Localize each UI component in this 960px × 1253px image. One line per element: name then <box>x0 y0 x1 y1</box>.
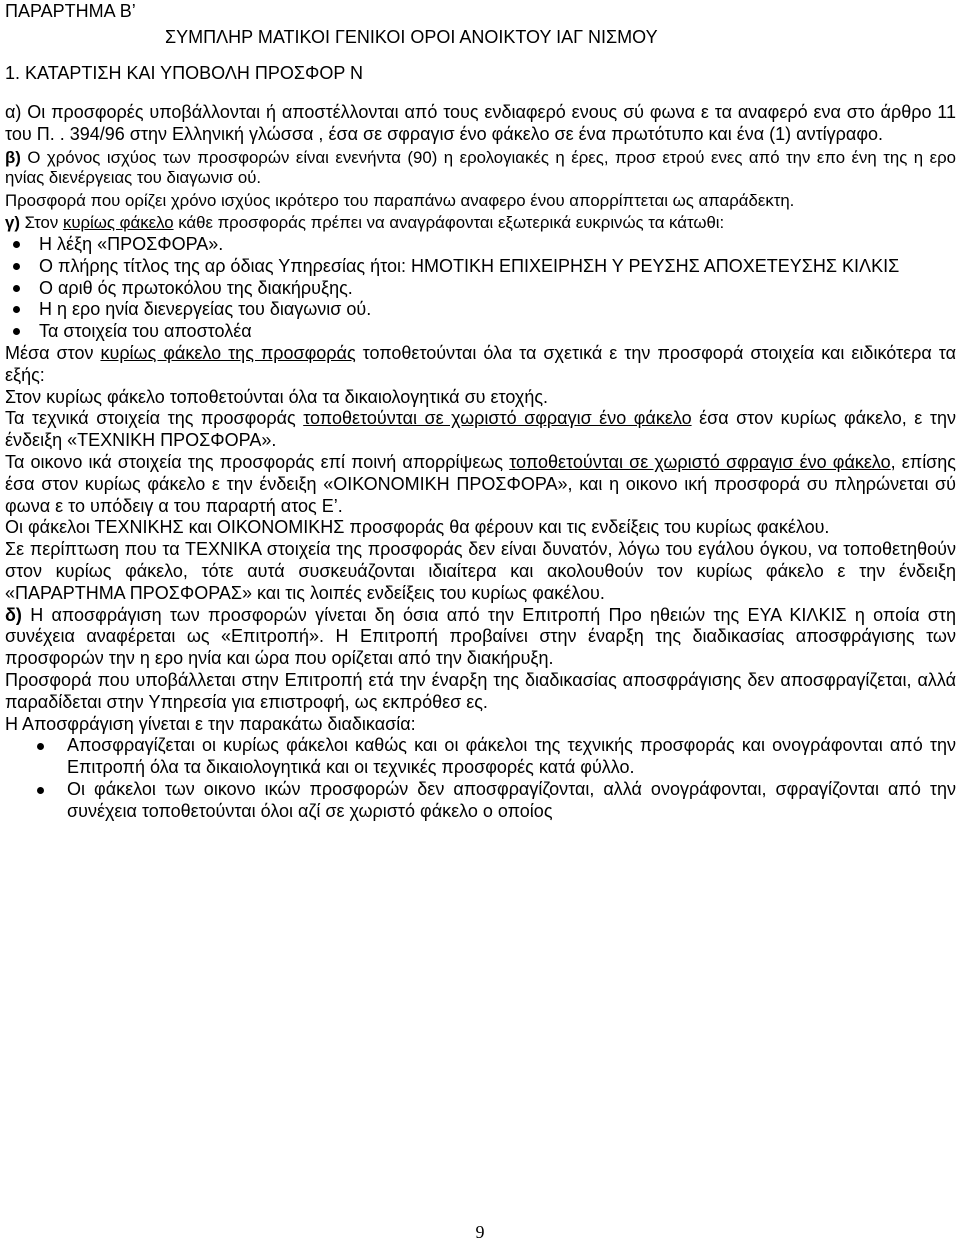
paragraph-contents <box>5 343 956 387</box>
paragraph-contents-underlined: κυρίως φάκελο της προσφοράς <box>100 342 356 363</box>
paragraph-financial-post: , επίσης έσα στον κυρίως φάκελο ε την ένδειξη «ΟΙΚΟΝΟΜΙΚΗ ΠΡΟΣΦΟΡΑ», και η οικονο ική προσφορά συ πληρώνεται σύ φωνα ε το υπόδειγ α του παραρτή ατος Ε’. <box>5 451 956 516</box>
paragraph-d-text: Η αποσφράγιση των προσφορών γίνεται δη όσια από την Επιτροπή Προ ηθειών της ΕΥΑ ΚΙΛΚΙΣ η οποία στη συνέχεια αναφέρεται ως «Επιτροπή». Η Επιτροπή προβαίνει στην έναρξη της διαδικασίας αποσφράγισης των προσφορών την η ερο ηνία και ώρα που ορίζεται από την διακήρυξη. <box>5 604 956 669</box>
list-item: Η λέξη «ΠΡΟΣΦΟΡΑ». <box>5 234 956 256</box>
paragraph-late-offer: Προσφορά που υποβάλλεται στην Επιτροπή ετά την έναρξη της διαδικασίας αποσφράγισης δεν αποσφραγίζεται, αλλά παραδίδεται στην Υπηρεσία για επιστροφή, ως εκπρόθεσ ες. <box>5 669 956 712</box>
paragraph-procedure: Η Αποσφράγιση γίνεται ε την παρακάτω διαδικασία: <box>5 713 416 734</box>
list-item: Η η ερο ηνία διενεργείας του διαγωνισ ού. <box>5 299 956 321</box>
paragraph-b-note: Προσφορά που ορίζει χρόνο ισχύος ικρότερο του παραπάνω αναφερο ένου απορρίπτεται ως απαράδεκτη. <box>5 190 795 210</box>
paragraph-financial-pre: Τα οικονο ικά στοιχεία της προσφοράς επί ποινή απορρίψεως <box>5 451 510 472</box>
list-item: Ο αριθ ός πρωτοκόλου της διακήρυξης. <box>5 278 956 300</box>
document-subtitle: ΣΥΜΠΛΗΡ ΜΑΤΙΚΟΙ ΓΕΝΙΚΟΙ ΟΡΟΙ ΑΝΟΙΚΤΟΥ ΙΑΓ ΝΙΣΜΟΥ <box>165 27 658 47</box>
paragraph-contents-post: τοποθετούνται όλα τα σχετικά ε την προσφορά στοιχεία και ειδικότερα τα εξής: <box>5 342 956 385</box>
paragraph-c <box>5 213 956 234</box>
paragraph-documents: Στον κυρίως φάκελο τοποθετούνται όλα τα δικαιολογητικά συ ετοχής. <box>5 386 549 407</box>
paragraph-technical-underlined: τοποθετούνται σε χωριστό σφραγισ ένο φάκελο <box>303 408 692 429</box>
paragraph-b-text: Ο χρόνος ισχύος των προσφορών είναι ενενήντα (90) η ερολογιακές η έρες, προσ ετρού ενες από την επο ένη της η ερο ηνίας διενέργειας του διαγωνισ ού. <box>5 147 956 188</box>
page-number: 9 <box>475 1222 485 1242</box>
paragraph-financial-underlined: τοποθετούνται σε χωριστό σφραγισ ένο φάκελο <box>509 451 891 472</box>
paragraph-d <box>5 605 956 670</box>
paragraph-c-label: γ) <box>5 213 20 233</box>
paragraph-technical-post: έσα στον κυρίως φάκελο, ε την ένδειξη «ΤΕΧΝΙΚΗ ΠΡΟΣΦΟΡΑ». <box>5 408 956 451</box>
paragraph-d-label: δ) <box>5 604 22 625</box>
paragraph-c-post: κάθε προσφοράς πρέπει να αναγράφονται εξωτερικά ευκρινώς τα κάτωθι: <box>173 213 725 233</box>
paragraph-c-underlined: κυρίως φάκελο <box>62 213 174 233</box>
envelope-label-list <box>5 234 956 343</box>
paragraph-c-pre: Στον <box>19 213 63 233</box>
section-heading: 1. ΚΑΤΑΡΤΙΣΗ ΚΑΙ ΥΠΟΒΟΛΗ ΠΡΟΣΦΟΡ Ν <box>5 63 364 83</box>
paragraph-financial <box>5 452 956 517</box>
list-item: Ο πλήρης τίτλος της αρ όδιας Υπηρεσίας ήτοι: ΗΜΟΤΙΚΗ ΕΠΙΧΕΙΡΗΣΗ Υ ΡΕΥΣΗΣ ΑΠΟΧΕΤΕΥΣΗΣ ΚΙΛΚΙΣ <box>5 256 956 278</box>
paragraph-contents-pre: Μέσα στον <box>5 342 101 363</box>
procedure-list <box>5 735 956 822</box>
paragraph-b <box>5 148 956 189</box>
list-item: Οι φάκελοι των οικονο ικών προσφορών δεν αποσφραγίζονται, αλλά ονογράφονται, σφραγίζονται από την συνέχεια τοποθετούνται όλοι αζί σε χωριστό φάκελο ο οποίος <box>5 779 956 823</box>
paragraph-technical <box>5 408 956 452</box>
paragraph-large-volume: Σε περίπτωση που τα ΤΕΧΝΙΚΑ στοιχεία της προσφοράς δεν είναι δυνατόν, λόγω του εγάλου όγκου, να τοποθετηθούν στον κυρίως φάκελο, τότε αυτά συσκευάζονται ιδιαίτερα και ακολουθούν τον κυρίως φάκελο ε την ένδειξη «ΠΑΡΑΡΤΗΜΑ ΠΡΟΣΦΟΡΑΣ» και τις λοιπές ενδείξεις του κυρίως φακέλου. <box>5 539 956 603</box>
list-item: Αποσφραγίζεται οι κυρίως φάκελοι καθώς και οι φάκελοι της τεχνικής προσφοράς και ονογράφονται από την Επιτροπή όλα τα δικαιολογητικά και οι τεχνικές προσφορές κατά φύλλο. <box>5 735 956 779</box>
list-item: Τα στοιχεία του αποστολέα <box>5 321 956 343</box>
paragraph-a: α) Οι προσφορές υποβάλλονται ή αποστέλλονται από τους ενδιαφερό ενους σύ φωνα ε τα αναφερό ενα στο άρθρο 11 του Π. . 394/96 στην Ελληνική γλώσσα , έσα σε σφραγισ ένο φάκελο σε ένα πρωτότυπο και ένα (1) αντίγραφο. <box>5 102 956 144</box>
paragraph-b-label: β) <box>5 147 21 167</box>
paragraph-technical-pre: Τα τεχνικά στοιχεία της προσφοράς <box>5 408 304 429</box>
document-title: ΠΑΡΑΡΤΗΜΑ Β’ <box>5 1 136 21</box>
paragraph-envelopes: Οι φάκελοι ΤΕΧΝΙΚΗΣ και ΟΙΚΟΝΟΜΙΚΗΣ προσφοράς θα φέρουν και τις ενδείξεις του κυρίως φακέλου. <box>5 517 830 538</box>
